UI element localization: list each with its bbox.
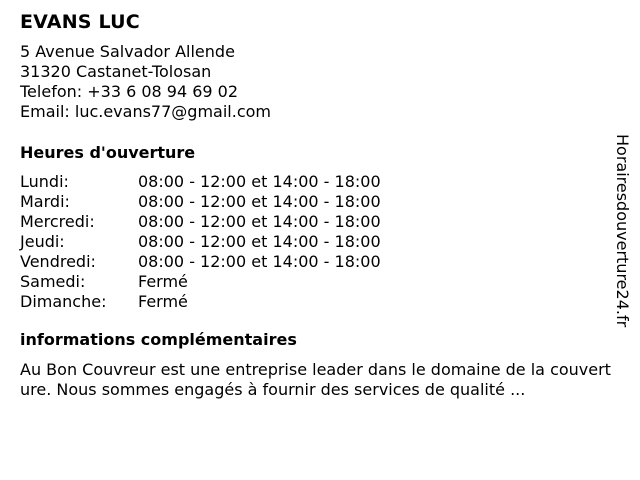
day-label: Vendredi: <box>20 252 96 271</box>
business-card <box>20 10 620 400</box>
hours-row-thursday <box>20 232 620 252</box>
time-value: 08:00 - 12:00 et 14:00 - 18:00 <box>138 192 381 211</box>
day-label: Mercredi: <box>20 212 95 231</box>
opening-hours-table <box>20 172 620 312</box>
hours-row-saturday <box>20 272 620 292</box>
email-line: Email: luc.evans77@gmail.com <box>20 102 271 121</box>
hours-row-tuesday <box>20 192 620 212</box>
business-name: EVANS LUC <box>20 11 140 33</box>
additional-info-text: Au Bon Couvreur est une entreprise leader dans le domaine de la couverture. Nous sommes engagés à fournir des services de qualité ... <box>20 360 611 399</box>
time-value: Fermé <box>138 292 188 311</box>
hours-row-monday <box>20 172 620 192</box>
hours-row-friday <box>20 252 620 272</box>
address-line-1: 5 Avenue Salvador Allende <box>20 42 235 61</box>
additional-info-title: informations complémentaires <box>20 330 297 349</box>
opening-hours-title: Heures d'ouverture <box>20 143 196 162</box>
day-label: Jeudi: <box>20 232 65 251</box>
time-value: 08:00 - 12:00 et 14:00 - 18:00 <box>138 172 381 191</box>
day-label: Samedi: <box>20 272 86 291</box>
time-value: 08:00 - 12:00 et 14:00 - 18:00 <box>138 212 381 231</box>
address-line-2: 31320 Castanet-Tolosan <box>20 62 212 81</box>
day-label: Mardi: <box>20 192 70 211</box>
time-value: Fermé <box>138 272 188 291</box>
day-label: Lundi: <box>20 172 69 191</box>
site-watermark: Horairesdouverture24.fr <box>613 134 632 328</box>
day-label: Dimanche: <box>20 292 107 311</box>
hours-row-wednesday <box>20 212 620 232</box>
hours-row-sunday <box>20 292 620 312</box>
time-value: 08:00 - 12:00 et 14:00 - 18:00 <box>138 252 381 271</box>
phone-line: Telefon: +33 6 08 94 69 02 <box>20 82 239 101</box>
time-value: 08:00 - 12:00 et 14:00 - 18:00 <box>138 232 381 251</box>
